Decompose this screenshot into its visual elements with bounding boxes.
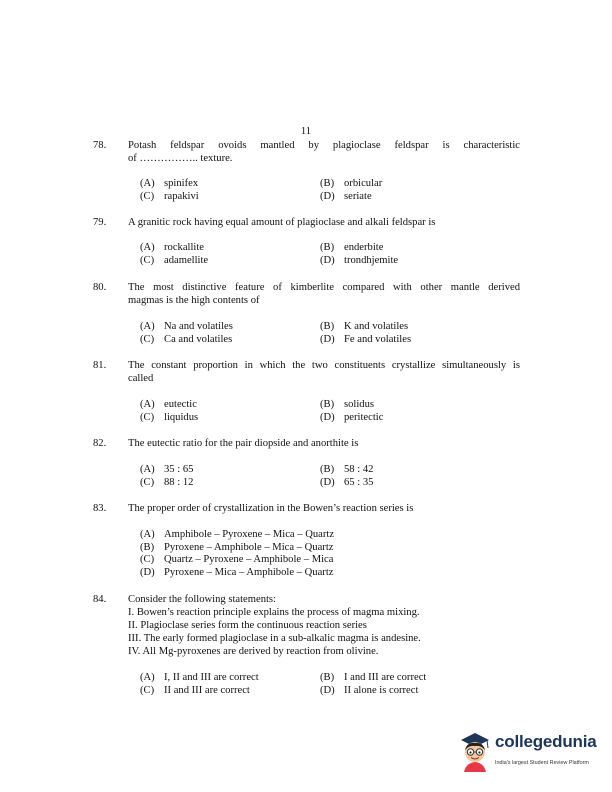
option-d: (D) trondhjemite	[320, 254, 399, 266]
option-d: (D) 65 : 35	[320, 476, 374, 488]
mascot-icon	[455, 728, 495, 774]
question-number: 81.	[93, 360, 107, 371]
option-c: (C) II and III are correct	[140, 684, 250, 696]
option-c: (C) rapakivi	[140, 190, 199, 202]
question-stem-line: A granitic rock having equal amount of plagioclase and alkali feldspar is	[128, 217, 436, 228]
collegedunia-logo	[455, 728, 605, 774]
option-c: (C) liquidus	[140, 411, 199, 423]
statement-2: II. Plagioclase series form the continuous reaction series	[128, 620, 367, 631]
statement-1: I. Bowen’s reaction principle explains the process of magma mixing.	[128, 607, 420, 618]
option-d: (D) peritectic	[320, 411, 384, 423]
question-number: 78.	[93, 140, 107, 151]
option-d: (D) II alone is correct	[320, 684, 419, 696]
options	[140, 320, 520, 345]
option-a: (A) 35 : 65	[140, 464, 194, 475]
options	[140, 528, 520, 578]
question-number: 80.	[93, 282, 107, 293]
question-stem-line: of …………….. texture.	[128, 153, 233, 164]
option-b: (B) enderbite	[320, 242, 384, 253]
option-b: (B) I and III are correct	[320, 672, 427, 683]
option-c: (C) Ca and volatiles	[140, 333, 233, 345]
option-b: (B) solidus	[320, 399, 375, 410]
option-b: (B) K and volatiles	[320, 321, 409, 332]
question-number: 84.	[93, 594, 107, 605]
option-c: (C) adamellite	[140, 254, 209, 266]
option-a: (A) spinifex	[140, 178, 199, 189]
question-stem-line: called	[128, 373, 154, 384]
option-a: (A) Na and volatiles	[140, 321, 233, 332]
options	[140, 671, 520, 696]
options	[140, 463, 520, 488]
question-stem-line: The constant proportion in which the two constituents crystallize simultaneously is	[128, 360, 520, 371]
statement-3: III. The early formed plagioclase in a sub-alkalic magma is andesine.	[128, 633, 421, 644]
question-number: 82.	[93, 438, 107, 449]
option-a: (A) eutectic	[140, 399, 197, 410]
option-c: (C) 88 : 12	[140, 476, 194, 488]
question-stem-line: The eutectic ratio for the pair diopside and anorthite is	[128, 438, 359, 449]
options	[140, 241, 520, 266]
question-stem-line: Consider the following statements:	[128, 594, 276, 605]
option-a: (A) I, II and III are correct	[140, 672, 259, 683]
option-a: (A) rockallite	[140, 242, 205, 253]
option-d: (D) seriate	[320, 190, 372, 202]
option-d: (D) Pyroxene – Mica – Amphibole – Quartz	[140, 566, 334, 578]
question-stem-line: The proper order of crystallization in the Bowen’s reaction series is	[128, 503, 414, 514]
question-stem-line: Potash feldspar ovoids mantled by plagioclase feldspar is characteristic	[128, 140, 520, 151]
question-stem-line: The most distinctive feature of kimberlite compared with other mantle derived	[128, 282, 520, 293]
option-b: (B) Pyroxene – Amphibole – Mica – Quartz	[140, 541, 334, 553]
question-number: 83.	[93, 503, 107, 514]
logo-wordmark: collegedunia	[495, 732, 597, 751]
option-a: (A) Amphibole – Pyroxene – Mica – Quartz	[140, 529, 335, 540]
question-stem-line: magmas is the high contents of	[128, 295, 260, 306]
statement-4: IV. All Mg-pyroxenes are derived by reaction from olivine.	[128, 646, 379, 657]
options	[140, 177, 520, 202]
option-b: (B) orbicular	[320, 178, 383, 189]
options	[140, 398, 520, 423]
page-number: 11	[300, 126, 312, 137]
option-b: (B) 58 : 42	[320, 464, 374, 475]
question-number: 79.	[93, 217, 107, 228]
option-c: (C) Quartz – Pyroxene – Amphibole – Mica	[140, 554, 334, 566]
option-d: (D) Fe and volatiles	[320, 333, 412, 345]
logo-tagline: India's largest Student Review Platform	[495, 760, 589, 766]
